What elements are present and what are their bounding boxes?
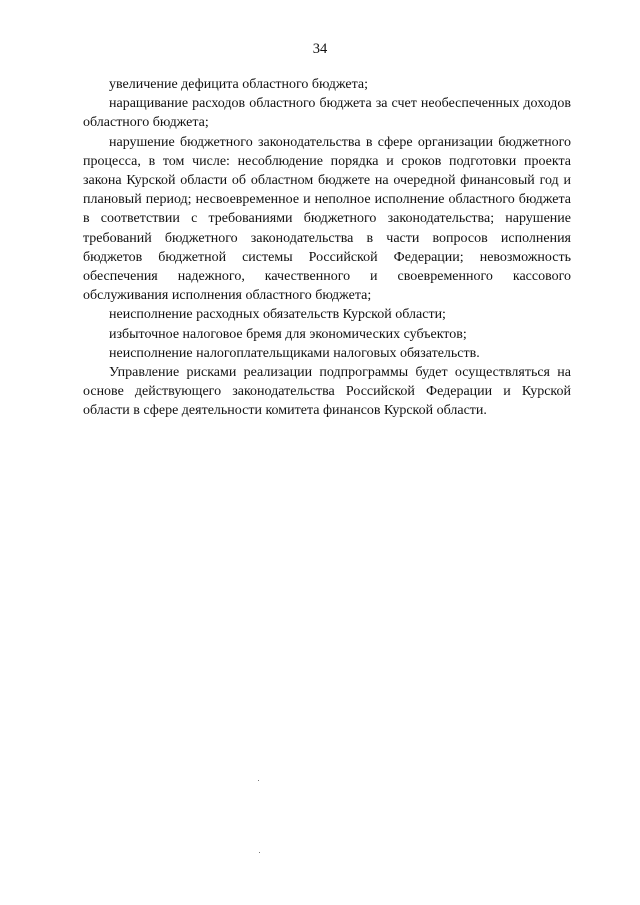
paragraph-tax-non-payment: неисполнение налогоплательщиками налоговых обязательств. xyxy=(109,345,480,361)
paragraph-budget-deficit: увеличение дефицита областного бюджета; xyxy=(109,77,369,92)
paragraph-budget-law-violation: нарушение бюджетного законодательства в сфере организации бюджетного процесса, в том числе: несоблюдение порядка и сроков подготовки проекта закона Курской области об областном бюджете на очередной финансовый год и плановый период; несвоевременное и неполное исполнение областного бюджета в соответствии с требованиями бюджетного законодательства; нарушение требований бюджетного законодательства в части вопросов исполнения бюджетов бюджетной системы Российской Федерации; невозможность обеспечения надежного, качественного и своевременного кассового обслуживания исполнения областного бюджета; xyxy=(83,134,571,304)
paragraph-expenditure-growth: наращивание расходов областного бюджета за счет необеспеченных доходов областного бюджета; xyxy=(83,96,571,131)
paragraph-risk-management: Управление рисками реализации подпрограммы будет осуществляться на основе действующего законодательства Российской Федерации и Курской области в сфере деятельности комитета финансов Курской области. xyxy=(83,365,571,419)
page-number: 34 xyxy=(312,41,328,57)
scan-speck xyxy=(259,852,260,853)
scan-speck xyxy=(258,780,259,781)
page-body xyxy=(83,75,571,421)
paragraph-non-fulfilment-obligations: неисполнение расходных обязательств Курской области; xyxy=(109,307,446,323)
paragraph-tax-burden: избыточное налоговое бремя для экономических субъектов; xyxy=(109,326,467,342)
